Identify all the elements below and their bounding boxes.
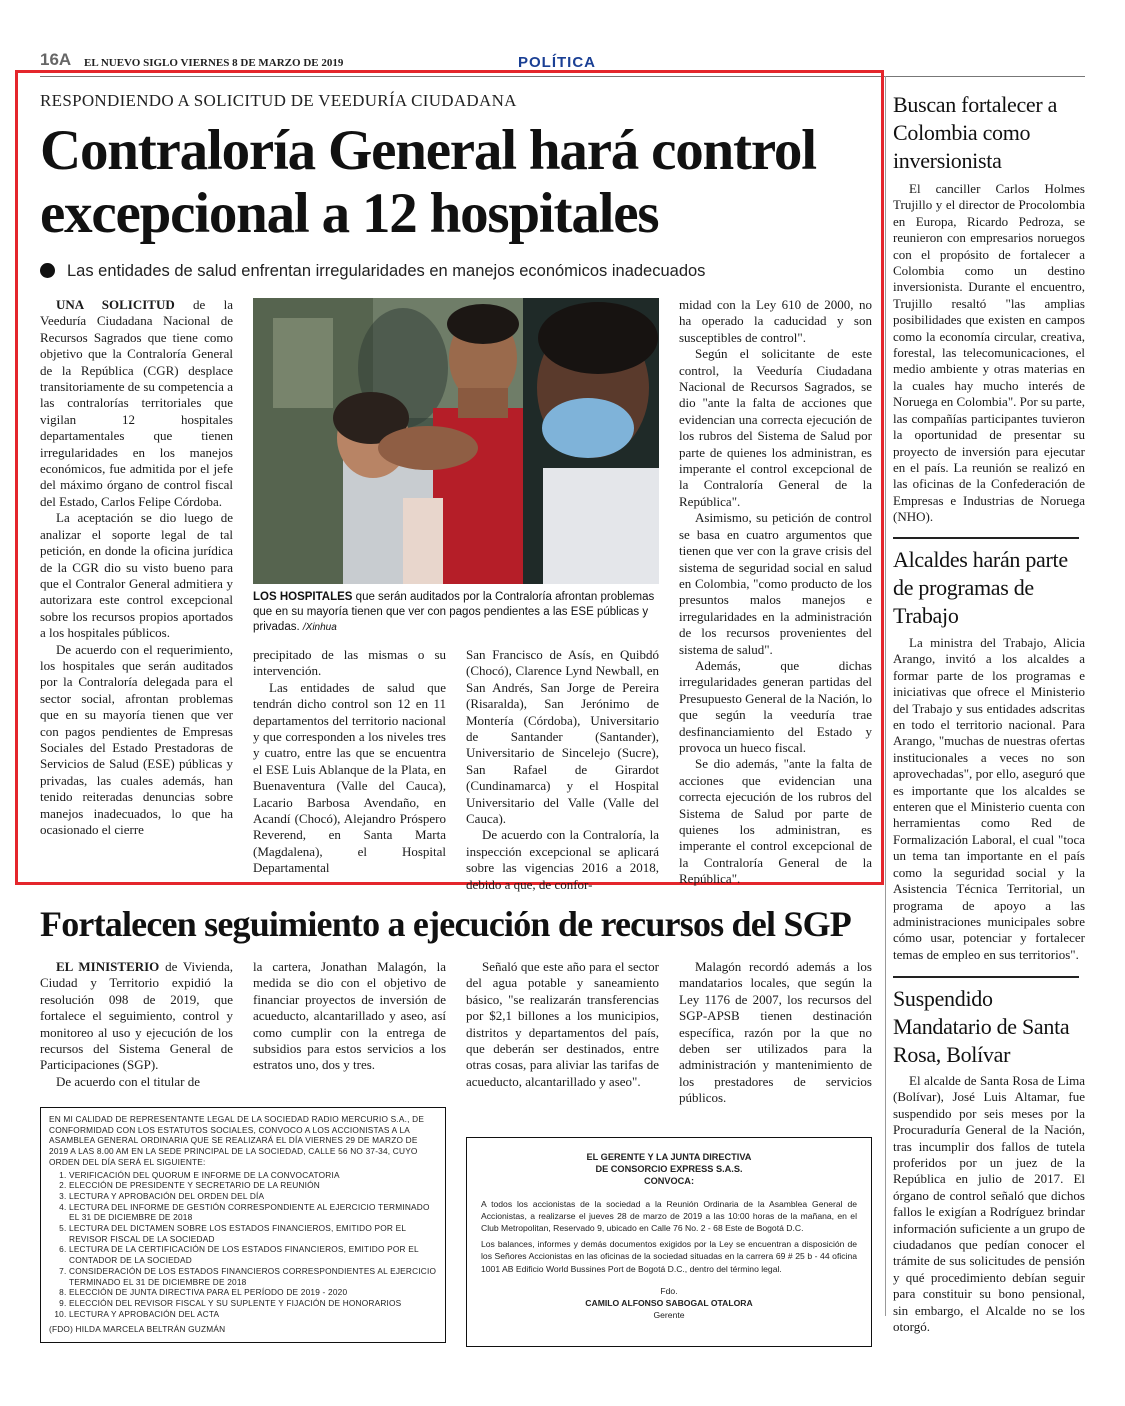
legal-notice-consorcio-express bbox=[466, 1137, 872, 1347]
sgp-column-2 bbox=[253, 959, 446, 1074]
sgp-column-4 bbox=[679, 959, 872, 1107]
agenda-item: 8. ELECCIÓN DE JUNTA DIRECTIVA PARA EL PERÍODO DE 2019 - 2020 bbox=[69, 1287, 437, 1298]
agenda-item: 7. CONSIDERACIÓN DE LOS ESTADOS FINANCIEROS CORRESPONDIENTES AL EJERCICIO TERMINADO EL 31 DE DICIEMBRE DE 2018 bbox=[69, 1266, 437, 1287]
sidebar-story-2 bbox=[893, 635, 1085, 963]
paragraph: Se dio además, "ante la falta de acciones que evidencian una correcta ejecución de los rubros del Sistema de Salud por parte de quienes los administran, es imperante el control excepcional de la Contraloría General de la República". bbox=[679, 756, 872, 887]
agenda-item: 2. ELECCIÓN DE PRESIDENTE Y SECRETARIO DE LA REUNIÓN bbox=[69, 1180, 437, 1191]
agenda-item: 9. ELECCIÓN DEL REVISOR FISCAL Y SU SUPLENTE Y FIJACIÓN DE HONORARIOS bbox=[69, 1298, 437, 1309]
notice-paragraph: Los balances, informes y demás documentos exigidos por la Ley se encuentran a disposición de los Señores Accionistas en las oficinas de la sociedad situadas en la carrera 69 # 25 b - 44 oficina 1001 AB Edificio World Bussines Port de Bogotá D.C., dentro del término legal. bbox=[481, 1239, 857, 1274]
sgp-column-3 bbox=[466, 959, 659, 1090]
paragraph: La aceptación se dio luego de analizar el soporte legal de tal petición, en donde la oficina jurídica de la CGR dio su visto bueno para que el Contralor General admitiera y autorizara este control excepcional sobre los recursos propios aportados a los hospitales públicos. bbox=[40, 510, 233, 641]
bullet-icon bbox=[40, 263, 55, 278]
agenda-item: 1. VERIFICACIÓN DEL QUORUM E INFORME DE LA CONVOCATORIA bbox=[69, 1170, 437, 1181]
lead-in: UNA SOLICITUD bbox=[56, 297, 175, 312]
paragraph: De acuerdo con la Contraloría, la inspección excepcional se aplicará sobre las vigencias 2016 a 2018, debido a que, de confor- bbox=[466, 827, 659, 892]
news-photo bbox=[253, 298, 659, 584]
paragraph: Malagón recordó además a los mandatarios locales, que según la Ley 1176 de 2007, los recursos del SGP-APSB tienen destinación específica, razón por la que no deben ser utilizados para la administración y mantenimiento de los prestadores de servicios públicos. bbox=[679, 959, 872, 1106]
paragraph: de la Veeduría Ciudadana Nacional de Recursos Sagrados que tiene como objetivo que la Contraloría General de la República (CGR) desplace transitoriamente de su competencia a las contralorías territoriales que vigilan 12 hospitales departamentales que tienen irregularidades en los manejos económicos, fue admitida por el jefe del máximo órgano de control fiscal del Estado, Carlos Felipe Córdoba. bbox=[40, 297, 234, 509]
paragraph: Según el solicitante de este control, la Veeduría Ciudadana Nacional de Recursos Sagrados, se dio "ante la falta de acciones que evidencian una correcta ejecución de los rubros del Sistema de Salud por parte de quienes los administran, es imperante el control excepcional de la Contraloría General de la República". bbox=[679, 346, 872, 509]
main-column-2 bbox=[253, 647, 446, 877]
paragraph: Además, que dichas irregularidades generan partidas del Presupuesto General de la Nación, lo que según la veeduría trae desfinanciamiento del Estado y provoca un hueco fiscal. bbox=[679, 657, 872, 755]
sidebar-rule bbox=[893, 976, 1079, 978]
subheadline-text: Las entidades de salud enfrentan irregularidades en manejos económicos inadecuados bbox=[67, 262, 706, 280]
main-headline bbox=[40, 119, 880, 245]
notice-title-line-2: DE CONSORCIO EXPRESS S.A.S. bbox=[595, 1164, 743, 1175]
paragraph: midad con la Ley 610 de 2000, no ha operado la caducidad y son susceptibles de control". bbox=[679, 297, 872, 345]
legal-notice-radio-mercurio bbox=[40, 1107, 446, 1343]
subheadline bbox=[40, 262, 880, 281]
notice-title-line-1: EL GERENTE Y LA JUNTA DIRECTIVA bbox=[586, 1152, 752, 1162]
main-column-1 bbox=[40, 297, 233, 838]
page-number: 16A bbox=[40, 50, 72, 69]
headline-line-2: excepcional a 12 hospitales bbox=[40, 182, 659, 245]
caption-text: que serán auditados por la Contraloría afrontan problemas que en su mayoría tienen que ver con pagos pendientes a las ESE públicas y privadas. bbox=[253, 591, 655, 633]
agenda-item: 10. LECTURA Y APROBACIÓN DEL ACTA bbox=[69, 1309, 437, 1320]
paragraph: La ministra del Trabajo, Alicia Arango, invitó a los alcaldes a formar parte de los programas e iniciativas que ofrece el Ministerio del Trabajo y sus entidades adscritas en todo el territorio nacional. Para Arango, "muchas de nuestras ofertas institucionales a veces no son aprovechadas", por ello, aseguró que es importante que los alcaldes se enteren que el Ministerio cuenta con herramientas como Red de Formalización Laboral, el cual "toca un tema tan importante en el país como la seguridad social y la Asistencia Técnica Territorial, un programa de apoyo a las administraciones municipales sobre cómo usar, potenciar y fortalecer temas de empleo en sus territorios". bbox=[893, 635, 1085, 962]
main-column-4 bbox=[679, 297, 872, 888]
notice-title-line-3: CONVOCA: bbox=[643, 1176, 695, 1187]
sidebar-story-1 bbox=[893, 181, 1085, 526]
caption-lead: LOS HOSPITALES bbox=[253, 591, 353, 603]
sidebar-story-3 bbox=[893, 1073, 1085, 1336]
notice-signer: CAMILO ALFONSO SABOGAL OTALORA bbox=[585, 1298, 753, 1309]
lead-in: EL MINISTERIO bbox=[56, 959, 160, 974]
sidebar-story-2-title: Alcaldes harán parte de programas de Trabajo bbox=[893, 547, 1068, 628]
notice-paragraph: A todos los accionistas de la sociedad a la Reunión Ordinaria de la Asamblea General de Accionistas, a realizarse el jueves 28 de marzo de 2019 a las 10:00 horas de la mañana, en el Club Metropolitan, Reservado 9, ubicado en Calle 76 No. 2 - 68 Este de Bogotá D.C. bbox=[481, 1198, 857, 1234]
notice-fdo: Fdo. bbox=[660, 1285, 678, 1296]
paragraph: Las entidades de salud que tendrán dicho control son 12 en 11 departamentos del territorio nacional y que corresponden a los niveles tres y cuatro, entre las que se encuentra el ESE Luis Ablanque de la Plata, en Buenaventura (Valle del Cauca), Lacario Barbosa Avendaño, en Acandí (Chocó), Alejandro Próspero Reverend, en Santa Marta (Magdalena), el Hospital Departamental bbox=[253, 679, 446, 876]
story-kicker: RESPONDIENDO A SOLICITUD DE VEEDURÍA CIUDADANA bbox=[40, 91, 517, 110]
agenda-list bbox=[49, 1170, 437, 1320]
paragraph: Asimismo, su petición de control se basa en cuatro argumentos que tienen que ver con la grave crisis del sistema de seguridad social en salud en Colombia, "como producto de los presuntos malos manejos e irregularidades en la administración de los recursos provenientes del sistema de salud". bbox=[679, 510, 872, 657]
headline-line-1: Contraloría General hará control bbox=[40, 119, 816, 182]
paragraph: la cartera, Jonathan Malagón, la medida se dio con el objetivo de financiar proyectos de inversión de acueducto, alcantarillado y aseo, así como cumplir con la entrega de subsidios para estos servicios a los estratos uno, dos y tres. bbox=[253, 959, 446, 1073]
section-label: POLÍTICA bbox=[518, 54, 596, 71]
sidebar-story-3-title: Suspendido Mandatario de Santa Rosa, Bolívar bbox=[893, 986, 1070, 1067]
agenda-item: 4. LECTURA DEL INFORME DE GESTIÓN CORRESPONDIENTE AL EJERCICIO TERMINADO EL 31 DE DICIEMBRE DE 2018 bbox=[69, 1202, 437, 1223]
paragraph: Señaló que este año para el sector del agua potable y saneamiento básico, "se realizarán transferencias por $2,1 billones a los municipios, distritos y departamentos del país, que deberán ser destinados, entre otras cosas, para aliviar las tarifas de acueducto, alcantarillado y aseo". bbox=[466, 959, 659, 1089]
paragraph: El canciller Carlos Holmes Trujillo y el director de Procolombia en Europa, Ricardo Pedroza, se reunieron con empresarios noruegos con el propósito de fortalecer a Colombia como un destino inversionista. Durante el encuentro, Trujillo resaltó "las amplias posibilidades que existen en campos como la economía circular, creativa, forestal, las telecomunicaciones, el medio ambiente y otras materias en la cuales hay mucho interés de Noruega en Colombia". Por su parte, las compañías participantes tuvieron la oportunidad de presentar su proyecto de inversión para ejecutar en el país. La reunión se realizó en las oficinas de la Confederación de Empresas e Industrias de Noruega (NHO). bbox=[893, 181, 1085, 525]
notice-intro: EN MI CALIDAD DE REPRESENTANTE LEGAL DE LA SOCIEDAD RADIO MERCURIO S.A., DE CONFORMIDAD CON LOS ESTATUTOS SOCIALES, CONVOCO A LOS ACCIONISTAS A LA ASAMBLEA GENERAL ORDINARIA QUE SE REALIZARÁ EL DÍA VIERNES 29 DE MARZO DE 2019 A LAS 8.00 AM EN LA SEDE PRINCIPAL DE LA SOCIEDAD, CALLE 56 NO 37-34, CUYO ORDEN DEL DÍA SERÁ EL SIGUIENTE: bbox=[49, 1114, 425, 1167]
publication-line: EL NUEVO SIGLO VIERNES 8 DE MARZO DE 2019 bbox=[84, 57, 344, 69]
sgp-column-1 bbox=[40, 959, 233, 1090]
paragraph: precipitado de las mismas o su intervención. bbox=[253, 647, 446, 679]
agenda-item: 6. LECTURA DE LA CERTIFICACIÓN DE LOS ESTADOS FINANCIEROS, EMITIDO POR EL CONTADOR DE LA SOCIEDAD bbox=[69, 1244, 437, 1265]
photo-caption bbox=[253, 590, 659, 635]
notice-signer-role: Gerente bbox=[653, 1310, 685, 1321]
paragraph: de Vivienda, Ciudad y Territorio expidió la resolución 098 de 2019, que fortalece el seguimiento, control y monitoreo al uso y ejecución de los recursos del Sistema General de Participaciones (SGP). bbox=[40, 959, 233, 1073]
photo-credit: /Xinhua bbox=[302, 622, 337, 633]
agenda-item: 5. LECTURA DEL DICTAMEN SOBRE LOS ESTADOS FINANCIEROS, EMITIDO POR EL REVISOR FISCAL DE LA SOCIEDAD bbox=[69, 1223, 437, 1244]
paragraph: De acuerdo con el requerimiento, los hospitales que serán auditados por la Contraloría delegada para el sector social, afrontan problemas que en su mayoría tienen que ver con pagos pendientes de Empresas Sociales del Estado Prestadoras de Servicios de Salud (ESE) públicas y privadas, las cuales además, han tenido reiteradas denuncias sobre manejos inadecuados, lo que ha ocasionado el cierre bbox=[40, 641, 233, 837]
sidebar-rule bbox=[893, 537, 1079, 539]
agenda-item: 3. LECTURA Y APROBACIÓN DEL ORDEN DEL DÍA bbox=[69, 1191, 437, 1202]
paragraph: De acuerdo con el titular de bbox=[56, 1073, 201, 1089]
notice-signature: (FDO) HILDA MARCELA BELTRÁN GUZMÁN bbox=[49, 1324, 226, 1335]
paragraph: El alcalde de Santa Rosa de Lima (Bolívar), José Luis Altamar, fue suspendido por seis meses por la Procuraduría General de la Nación, tras incumplir dos fallos de tutela proferidos por un juez de la República en julio de 2017. El órgano de control señaló que dichos fallos le exigían a Rodríguez brindar información suficiente a un grupo de ciudadanos que pedían conocer el trámite de sus solicitudes de pensión y qué procedimiento debían seguir para constituir su bono pensional, sin embargo, el Alcalde no se los otorgó. bbox=[893, 1073, 1085, 1335]
sidebar-story-1-title: Buscan fortalecer a Colombia como inversionista bbox=[893, 92, 1058, 173]
main-column-3 bbox=[466, 647, 659, 893]
vaccination-photo-illustration bbox=[253, 298, 659, 584]
paragraph: San Francisco de Asís, en Quibdó (Chocó), Clarence Lynd Newball, en San Andrés, San Jorge de Pereira (Risaralda), San Jerónimo de Montería (Córdoba), Universitario de Santander (Santander), Universitario de Sincelejo (Sucre), San Rafael de Girardot (Cundinamarca) y el Hospital Universitario del Valle (Valle del Cauca). bbox=[466, 647, 659, 827]
sidebar-divider bbox=[885, 76, 886, 1316]
sgp-headline: Fortalecen seguimiento a ejecución de recursos del SGP bbox=[40, 904, 851, 944]
